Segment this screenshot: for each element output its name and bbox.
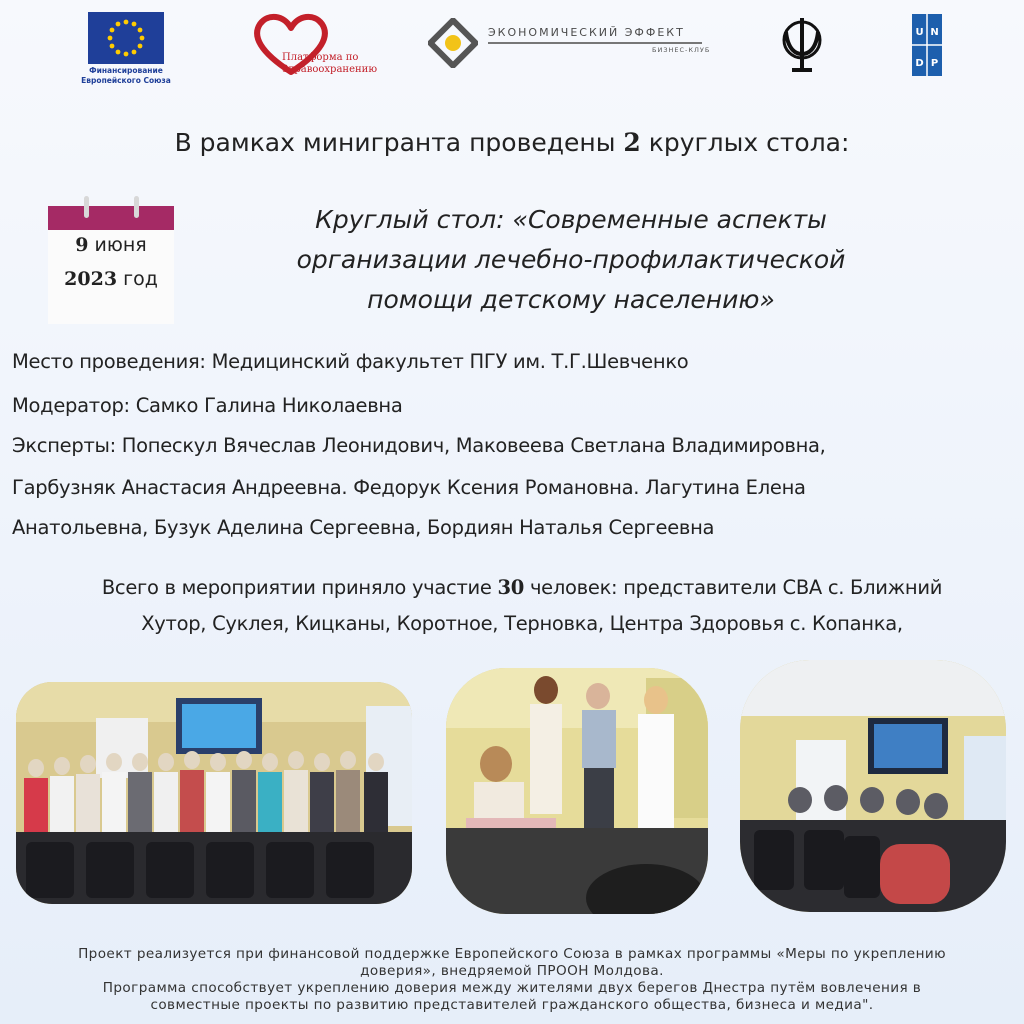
- svg-text:U: U: [915, 27, 924, 38]
- moderator-line: Модератор: Самко Галина Николаевна: [12, 394, 403, 417]
- audience-photo: [740, 660, 1006, 912]
- venue-line: Место проведения: Медицинский факультет ПГУ им. Т.Г.Шевченко: [12, 350, 689, 373]
- event-date-calendar: [48, 196, 174, 324]
- calendar-ring-icon: [84, 196, 89, 218]
- project-footer: Проект реализуется при финансовой поддержке Европейского Союза в рамках программы «Меры по укреплению доверия», внедряемой ПРООН Молдова. Программа способствует укреплению доверия между жителями двух берегов Днестра путём вовлечения в совместные проекты по развитию представителей гражданского общества, бизнеса и медиа".: [78, 946, 946, 1013]
- psi-emblem-logo: [776, 14, 828, 78]
- eu-funding-caption: Финансирование Европейского Союза: [81, 66, 171, 85]
- experts-line-1: Эксперты: Попескул Вячеслав Леонидович, Маковеева Светлана Владимировна,: [12, 434, 826, 457]
- calendar-year: 2023 год: [64, 268, 158, 290]
- experts-line-3: Анатольевна, Бузук Аделина Сергеевна, Бордиян Наталья Сергеевна: [12, 516, 715, 539]
- experts-line-2: Гарбузняк Анастасия Андреевна. Федорук Ксения Романовна. Лагутина Елена: [12, 476, 806, 499]
- calendar-ring-icon: [134, 196, 139, 218]
- participants-text: [20, 570, 1024, 642]
- economic-effect-underline: [488, 42, 702, 44]
- svg-text:N: N: [930, 27, 939, 38]
- platform-logo-text: Платформа по Здравоохранению: [282, 52, 378, 75]
- svg-text:P: P: [930, 58, 939, 69]
- participants-line-1: Всего в мероприятии приняло участие 30 человек: представители СВА с. Ближний: [101, 576, 943, 599]
- group-photo: [16, 682, 412, 904]
- economic-effect-name: ЭКОНОМИЧЕСКИЙ ЭФФЕКТ: [488, 26, 685, 39]
- economic-effect-sub: БИЗНЕС-КЛУБ: [652, 46, 711, 54]
- calendar-header-bar: [48, 206, 174, 230]
- calendar-day-month: 9 июня: [75, 234, 147, 256]
- undp-logo: [912, 14, 942, 76]
- participants-line-2: Хутор, Суклея, Кицканы, Коротное, Терновка, Центра Здоровья с. Копанка,: [141, 612, 903, 635]
- economic-effect-logo-mark: [428, 18, 478, 68]
- award-ceremony-photo: [446, 668, 708, 914]
- svg-text:D: D: [915, 58, 924, 69]
- logo-bar: [0, 0, 1024, 100]
- eu-flag-logo: [88, 12, 164, 64]
- round-table-title: Круглый стол: «Современные аспекты организации лечебно-профилактической помощи детскому населению»: [296, 205, 846, 314]
- page-headline: В рамках минигранта проведены 2 круглых стола:: [174, 128, 850, 157]
